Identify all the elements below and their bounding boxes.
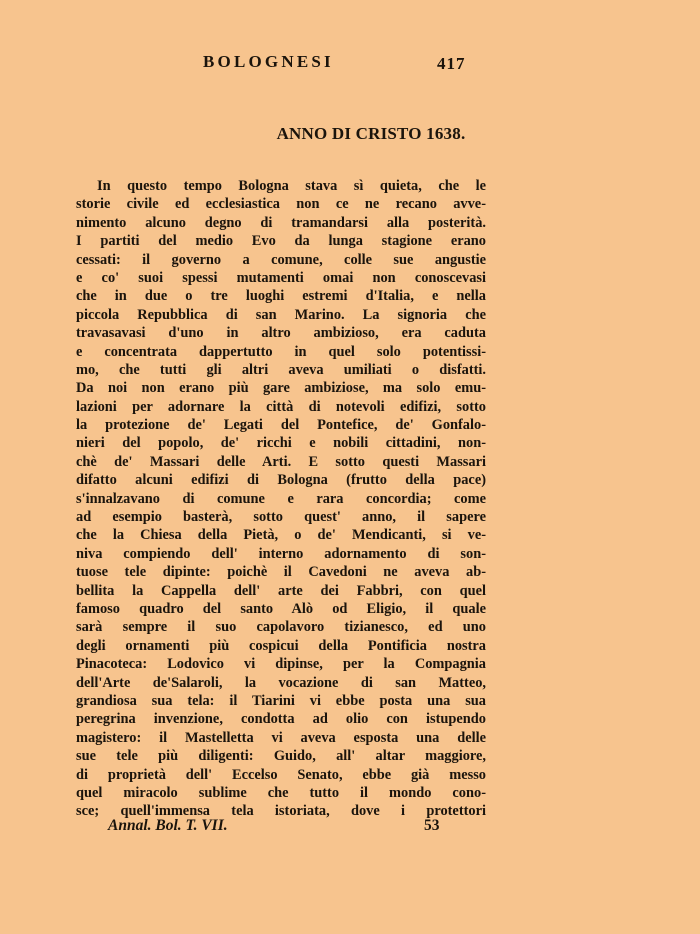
running-head bbox=[0, 52, 700, 76]
text-line: ad esempio basterà, sotto quest' anno, il sapere bbox=[76, 509, 486, 526]
text-line: cessati: il governo a comune, colle sue angustie bbox=[76, 251, 486, 268]
text-line: di proprietà dell' Eccelso Senato, ebbe già messo bbox=[76, 766, 486, 783]
sheet-number: 53 bbox=[424, 817, 440, 834]
text-line: Da noi non erano più gare ambiziose, ma solo emu- bbox=[76, 380, 486, 397]
text-line: travasavasi d'uno in altro ambizioso, era caduta bbox=[76, 325, 486, 342]
text-line: chè de' Massari delle Arti. E sotto questi Massari bbox=[76, 453, 486, 470]
signature-mark: Annal. Bol. T. VII. bbox=[108, 817, 228, 834]
text-line: storie civile ed ecclesiastica non ce ne recano avve- bbox=[76, 196, 486, 213]
section-title bbox=[0, 124, 700, 144]
text-line: piccola Repubblica di san Marino. La signoria che bbox=[76, 306, 486, 323]
text-line: nimento alcuno degno di tramandarsi alla posterità. bbox=[76, 214, 486, 231]
text-line: bellita la Cappella dell' arte dei Fabbri, con quel bbox=[76, 582, 486, 599]
text-line: e co' suoi spessi mutamenti omai non conoscevasi bbox=[76, 269, 486, 286]
running-title: BOLOGNESI bbox=[203, 52, 334, 71]
text-line: s'innalzavano di comune e rara concordia; come bbox=[76, 490, 486, 507]
text-line: magistero: il Mastelletta vi aveva esposta una delle bbox=[76, 729, 486, 746]
page-footer bbox=[0, 817, 700, 839]
text-line: famoso quadro del santo Alò od Eligio, il quale bbox=[76, 600, 486, 617]
text-line: niva compiendo dell' interno adornamento di son- bbox=[76, 545, 486, 562]
text-line: degli ornamenti più cospicui della Pontificia nostra bbox=[76, 637, 486, 654]
body-text bbox=[76, 177, 486, 821]
text-line: I partiti del medio Evo da lunga stagione erano bbox=[76, 233, 486, 250]
page-number: 417 bbox=[437, 54, 466, 73]
text-line: grandiosa sua tela: il Tiarini vi ebbe posta una sua bbox=[76, 692, 486, 709]
text-line: sce; quell'immensa tela istoriata, dove i protettori bbox=[76, 803, 486, 820]
text-line: che in due o tre luoghi estremi d'Italia, e nella bbox=[76, 288, 486, 305]
text-line: che la Chiesa della Pietà, o de' Mendicanti, si ve- bbox=[76, 527, 486, 544]
section-title-text: ANNO DI CRISTO 1638. bbox=[276, 124, 466, 143]
text-line: nieri del popolo, de' ricchi e nobili cittadini, non- bbox=[76, 435, 486, 452]
text-line: difatto alcuni edifizi di Bologna (frutto della pace) bbox=[76, 472, 486, 489]
text-line: la protezione de' Legati del Pontefice, de' Gonfalo- bbox=[76, 417, 486, 434]
text-line: lazioni per adornare la città di notevoli edifizi, sotto bbox=[76, 398, 486, 415]
text-line: tuose tele dipinte: poichè il Cavedoni ne aveva ab- bbox=[76, 564, 486, 581]
text-line: dell'Arte de'Salaroli, la vocazione di san Matteo, bbox=[76, 674, 486, 691]
text-line: e concentrata dappertutto in quel solo potentissi- bbox=[76, 343, 486, 360]
text-line: peregrina invenzione, condotta ad olio con istupendo bbox=[76, 711, 486, 728]
text-line: In questo tempo Bologna stava sì quieta, che le bbox=[97, 178, 486, 194]
text-line: sue tele più diligenti: Guido, all' altar maggiore, bbox=[76, 748, 486, 765]
text-line: sarà sempre il suo capolavoro tizianesco, ed uno bbox=[76, 619, 486, 636]
text-line: Pinacoteca: Lodovico vi dipinse, per la Compagnia bbox=[76, 656, 486, 673]
text-line: mo, che tutti gli altri aveva umiliati o disfatti. bbox=[76, 361, 486, 378]
text-line: quel miracolo sublime che tutto il mondo cono- bbox=[76, 784, 486, 801]
